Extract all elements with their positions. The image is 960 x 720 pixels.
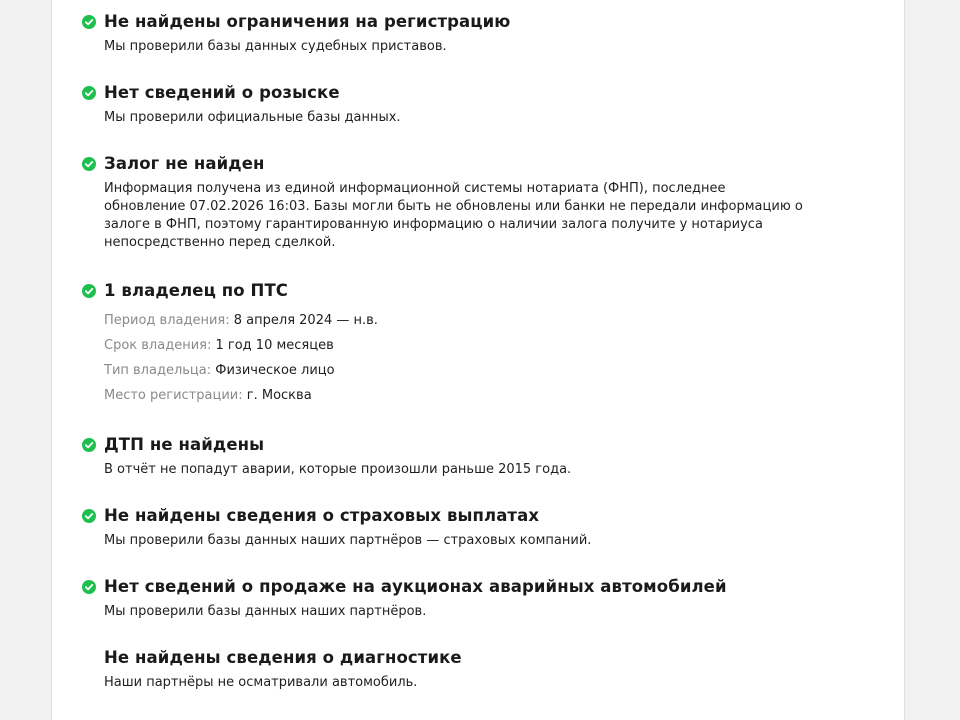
section-title: Нет сведений о розыске	[104, 83, 340, 102]
section-description: Мы проверили базы данных наших партнёров.	[104, 604, 427, 619]
section-description: Мы проверили базы данных судебных приставов.	[104, 39, 447, 54]
check-circle-icon	[82, 284, 96, 298]
check-circle-icon	[82, 580, 96, 594]
section-title: Не найдены ограничения на регистрацию	[104, 12, 511, 31]
section-owners	[104, 280, 804, 412]
check-circle-icon	[82, 157, 96, 171]
section-pledge	[104, 153, 804, 252]
section-description: Мы проверили официальные базы данных.	[104, 110, 401, 125]
section-title: 1 владелец по ПТС	[104, 281, 289, 300]
section-insurance	[104, 505, 804, 550]
ownership-duration-row: Срок владения: 1 год 10 месяцев	[104, 338, 334, 353]
check-circle-icon	[82, 15, 96, 29]
section-diagnostics	[104, 647, 804, 692]
section-description: Мы проверили базы данных наших партнёров — страховых компаний.	[104, 533, 592, 548]
description-line: обновление 07.02.2026 16:03. Базы могли быть не обновлены или банки не передали информацию о	[104, 199, 803, 214]
section-description: Наши партнёры не осматривали автомобиль.	[104, 675, 418, 690]
section-title: Не найдены сведения о страховых выплатах	[104, 506, 540, 525]
check-circle-icon	[82, 438, 96, 452]
description-line: Информация получена из единой информационной системы нотариата (ФНП), последнее	[104, 181, 726, 196]
section-title: Нет сведений о продаже на аукционах аварийных автомобилей	[104, 577, 727, 596]
report-card	[51, 0, 905, 720]
registration-place-row: Место регистрации: г. Москва	[104, 388, 312, 403]
description-line: непосредственно перед сделкой.	[104, 235, 336, 250]
section-registration	[104, 11, 804, 56]
section-description	[104, 180, 804, 252]
section-title: Не найдены сведения о диагностике	[104, 648, 462, 667]
section-description: В отчёт не попадут аварии, которые произошли раньше 2015 года.	[104, 462, 572, 477]
check-circle-icon	[82, 509, 96, 523]
check-circle-icon	[82, 86, 96, 100]
section-auctions	[104, 576, 804, 621]
section-accidents	[104, 434, 804, 479]
owner-details	[104, 312, 804, 405]
section-title: Залог не найден	[104, 154, 265, 173]
section-wanted	[104, 82, 804, 127]
owner-type-row: Тип владельца: Физическое лицо	[104, 363, 335, 378]
description-line: залоге в ФНП, поэтому гарантированную информацию о наличии залога получите у нотариуса	[104, 217, 763, 232]
section-title: ДТП не найдены	[104, 435, 265, 454]
ownership-period-row: Период владения: 8 апреля 2024 — н.в.	[104, 313, 378, 328]
